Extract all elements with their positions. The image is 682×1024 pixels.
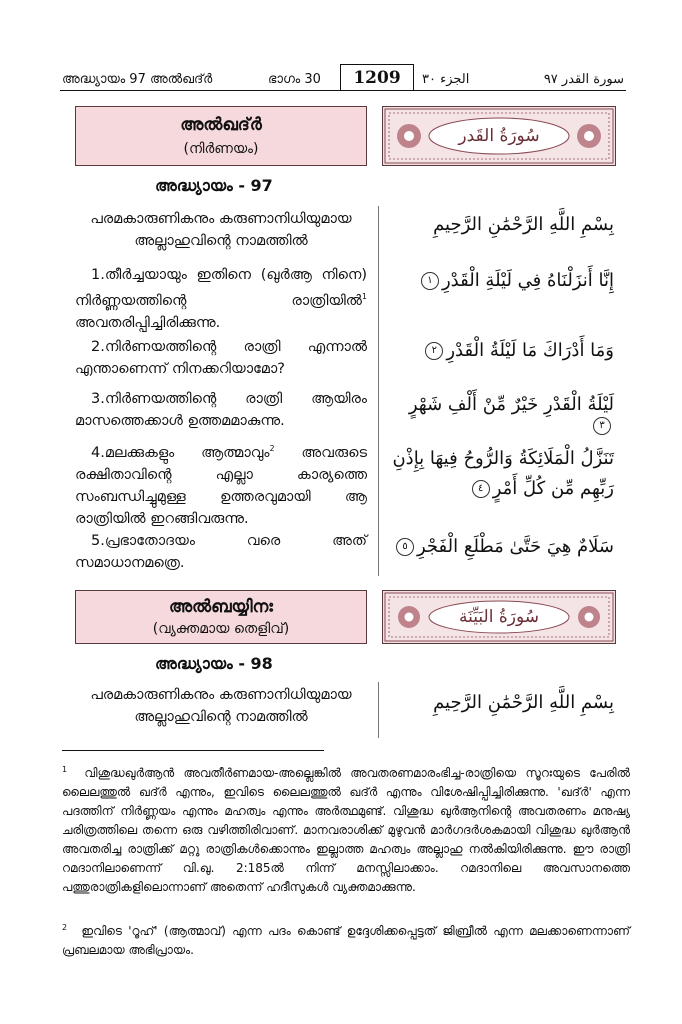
verse-translation xyxy=(75,438,367,530)
verse-text: നിർണയത്തിന്റെ രാത്രി എന്നാൽ എന്താണെന്ന് നിനക്കറിയാമോ? xyxy=(75,339,367,377)
verse-text: മലക്കുകളും ആത്മാവും xyxy=(104,444,270,461)
verse-arabic-text: لَيْلَةُ الْقَدْرِ خَيْرٌ مِّنْ أَلْفِ شَهْرٍ xyxy=(408,394,614,415)
header-part: ഭാഗം 30 xyxy=(268,72,321,87)
header-arabic-part: الجزء ٣٠ xyxy=(422,72,470,87)
chapter-label: അദ്ധ്യായം - 98 xyxy=(155,654,273,673)
footnote-ref: 1 xyxy=(361,292,367,301)
verse-arabic xyxy=(392,394,614,436)
header-chapter: അദ്ധ്യായം 97 അൽഖദ്ർ xyxy=(62,72,213,87)
chapter-label: അദ്ധ്യായം - 97 xyxy=(155,176,273,195)
verse-text: നിർണയത്തിന്റെ രാത്രി ആയിരം മാസത്തെക്കാൾ ഉത്തമമാകുന്നു. xyxy=(75,391,367,429)
verse-arabic-text: وَمَا أَدْرَاكَ مَا لَيْلَةُ الْقَدْرِ xyxy=(446,340,614,361)
footnote-marker: 2 xyxy=(62,923,68,932)
basmala-translation: പരമകാരുണികനും കരുണാനിധിയുമായ അല്ലാഹുവിന്റെ നാമത്തിൽ xyxy=(90,211,352,249)
footnote-marker: 1 xyxy=(62,765,68,774)
footnote-text: വിശുദ്ധഖുർആൻ അവതീർണമായ-അല്ലെങ്കിൽ അവതരണമാരംഭിച്ച-രാത്രിയെ സൂറഃയുടെ പേരിൽ ലൈലത്തുൽ ഖദ്ർ എന്നും, ഇവിടെ ലൈലത്തുൽ ഖദ്ർ എന്നും വിശേഷിപ്പിച്ചിരിക്കുന്നു. 'ഖദ്ർ' എന്ന പദത്തിന് നിർണ്ണയം എന്നും മഹത്വം എന്നും അർത്ഥമുണ്ട്. വിശുദ്ധ ഖുർആനിന്റെ അവതരണം മനുഷ്യ ചരിത്രത്തിലെ തന്നെ ഒരു വഴിത്തിരിവാണ്. മാനവരാശിക്ക് മുഴുവൻ മാർഗദർശകമായി വിശുദ്ധ ഖുർആൻ അവതരിച്ച രാത്രിക്ക് മറ്റു രാത്രികൾക്കൊന്നും ഇല്ലാത്ത മഹത്വം അല്ലാഹു നൽകിയിരിക്കുന്നു. ഈ രാത്രി റമദാനിലാണെന്ന് വി.ഖു. 2:185ൽ നിന്ന് മനസ്സിലാക്കാം. റമദാനിലെ അവസാനത്തെ പത്തുരാത്രികളിലൊന്നാണ് അതെന്ന് ഹദീസുകൾ വ്യക്തമാക്കുന്നു. xyxy=(62,766,630,894)
header-arabic-surah: سورة القدر ٩٧ xyxy=(543,72,624,87)
surah-ornament xyxy=(382,106,616,166)
basmala-arabic: بِسْمِ اللَّهِ الرَّحْمَٰنِ الرَّحِيمِ xyxy=(433,692,614,713)
verse-arabic-text: تَنَزَّلُ الْمَلَائِكَةُ وَالرُّوحُ فِيهَا بِإِذْنِ رَبِّهِم مِّن كُلِّ أَمْرٍ xyxy=(392,448,614,499)
footnote xyxy=(62,918,630,960)
verse-text: തീർച്ചയായും ഇതിനെ (ഖുർആ നിനെ) നിർണ്ണയത്തിന്റെ രാത്രിയിൽ xyxy=(75,267,367,309)
surah-ornament xyxy=(382,590,616,644)
footnote-text: ഇവിടെ 'റൂഹ്' (ആത്മാവ്) എന്ന പദം കൊണ്ട് ഉദ്ദേശിക്കപ്പെട്ടത് ജിബ്രീൽ എന്ന മലക്കാണെന്നാണ് പ്രബലമായ അഭിപ്രായം. xyxy=(62,924,630,957)
verse-arabic-text: إِنَّا أَنزَلْنَاهُ فِي لَيْلَةِ الْقَدْرِ xyxy=(441,270,614,291)
ayah-marker: ٥ xyxy=(396,538,414,556)
column-divider xyxy=(378,206,379,576)
ayah-marker: ٣ xyxy=(593,417,611,435)
verse-text-cont: അവരുടെ രക്ഷിതാവിന്റെ എല്ലാ കാര്യത്തെ സംബന്ധിച്ചുമുള്ള ഉത്തരവുമായി ആ രാത്രിയിൽ ഇറങ്ങിവരുന്നു. xyxy=(75,444,367,527)
verse-number: 4. xyxy=(91,444,105,461)
surah-subtitle: (വ്യക്തമായ തെളിവ്) xyxy=(152,621,290,637)
footnote-ref: 2 xyxy=(269,444,275,453)
surah-title-box xyxy=(75,590,367,644)
verse-translation xyxy=(75,388,367,432)
basmala-translation: പരമകാരുണികനും കരുണാനിധിയുമായ അല്ലാഹുവിന്റെ നാമത്തിൽ xyxy=(90,687,352,725)
verse-number: 2. xyxy=(91,339,105,355)
footnote-rule xyxy=(62,750,324,751)
ayah-marker: ١ xyxy=(421,272,439,290)
ornament-arabic-title: سُورَةُ البَيِّنَة xyxy=(459,607,539,627)
page-number: 1209 xyxy=(340,64,414,91)
surah-title-box xyxy=(75,106,367,166)
ayah-marker: ٤ xyxy=(472,480,490,498)
verse-number: 5. xyxy=(91,533,105,549)
verse-text-cont: അവതരിപ്പിച്ചിരിക്കുന്നു. xyxy=(75,314,221,331)
verse-arabic xyxy=(392,444,614,504)
verse-arabic xyxy=(392,340,614,361)
verse-translation xyxy=(75,530,367,574)
verse-arabic xyxy=(392,536,614,557)
verse-arabic-text: سَلَامٌ هِيَ حَتَّىٰ مَطْلَعِ الْفَجْرِ xyxy=(417,536,614,557)
header-rule xyxy=(60,90,626,91)
verse-translation xyxy=(75,336,367,380)
surah-title: അൽഖദ്ർ xyxy=(180,115,262,135)
basmala-arabic: بِسْمِ اللَّهِ الرَّحْمَٰنِ الرَّحِيمِ xyxy=(433,214,614,235)
footnote xyxy=(62,760,630,897)
surah-title: അൽബയ്യിനഃ xyxy=(169,597,273,617)
verse-number: 1. xyxy=(91,267,105,283)
verse-arabic xyxy=(392,270,614,291)
surah-subtitle: (നിർണയം) xyxy=(183,141,259,157)
column-divider xyxy=(378,682,379,738)
verse-number: 3. xyxy=(91,391,105,407)
verse-text: പ്രഭാതോദയം വരെ അത് സമാധാനമത്രെ. xyxy=(75,533,367,571)
ornament-arabic-title: سُورَةُ القَدر xyxy=(458,126,540,146)
ayah-marker: ٢ xyxy=(425,342,443,360)
verse-translation xyxy=(75,264,367,334)
